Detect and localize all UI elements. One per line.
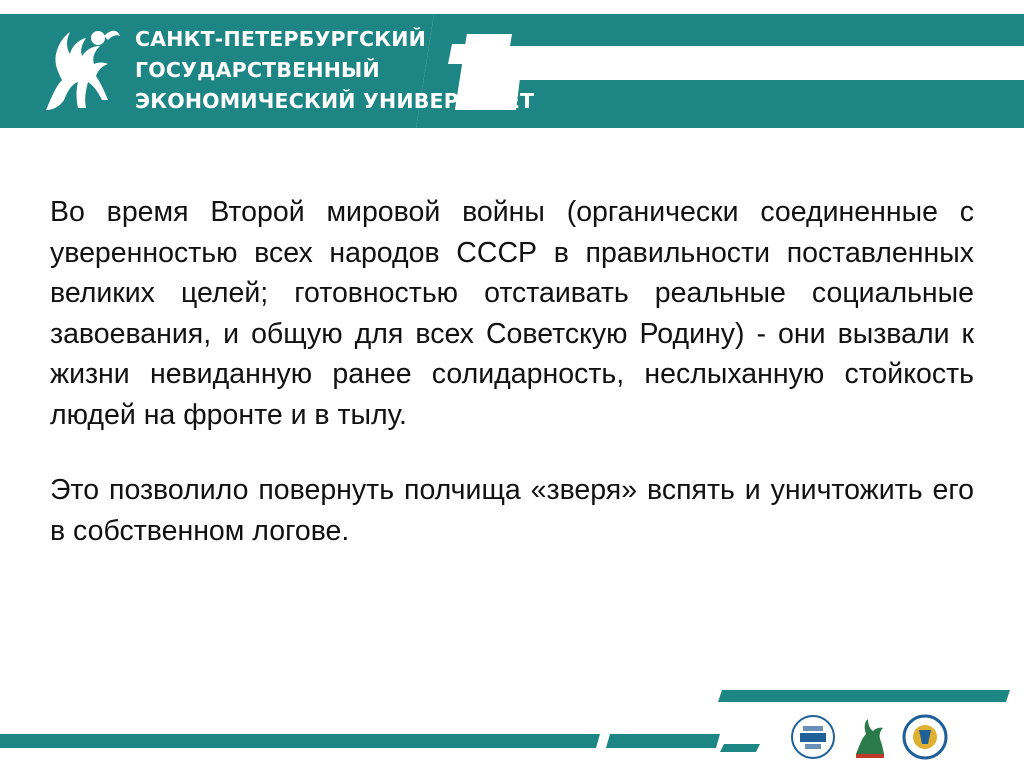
round-emblem-icon	[902, 714, 948, 760]
university-name-line-2: ГОСУДАРСТВЕННЫЙ	[135, 58, 380, 82]
footer-logos	[790, 714, 948, 760]
body-paragraph-1: Во время Второй мировой войны (органически соединенные с уверенностью всех народов СССР в правильности поставленных великих целей; готовностью отстаивать реальные социальные завоевания, и общую для всех Советскую Родину) - они вызвали к жизни невиданную ранее солидарность, неслыханную стойкость людей на фронте и в тылу.	[50, 196, 974, 431]
body-paragraph-2: Это позволило повернуть полчища «зверя» вспять и уничтожить его в собственном логове.	[50, 474, 974, 547]
university-name-line-1: САНКТ-ПЕТЕРБУРГСКИЙ	[135, 27, 426, 51]
slide-body	[50, 192, 974, 551]
griffin-emblem-icon	[846, 714, 892, 760]
university-name	[135, 24, 575, 117]
university-name-line-3: ЭКОНОМИЧЕСКИЙ УНИВЕРСИТЕТ	[135, 89, 535, 113]
institute-emblem-icon	[790, 714, 836, 760]
